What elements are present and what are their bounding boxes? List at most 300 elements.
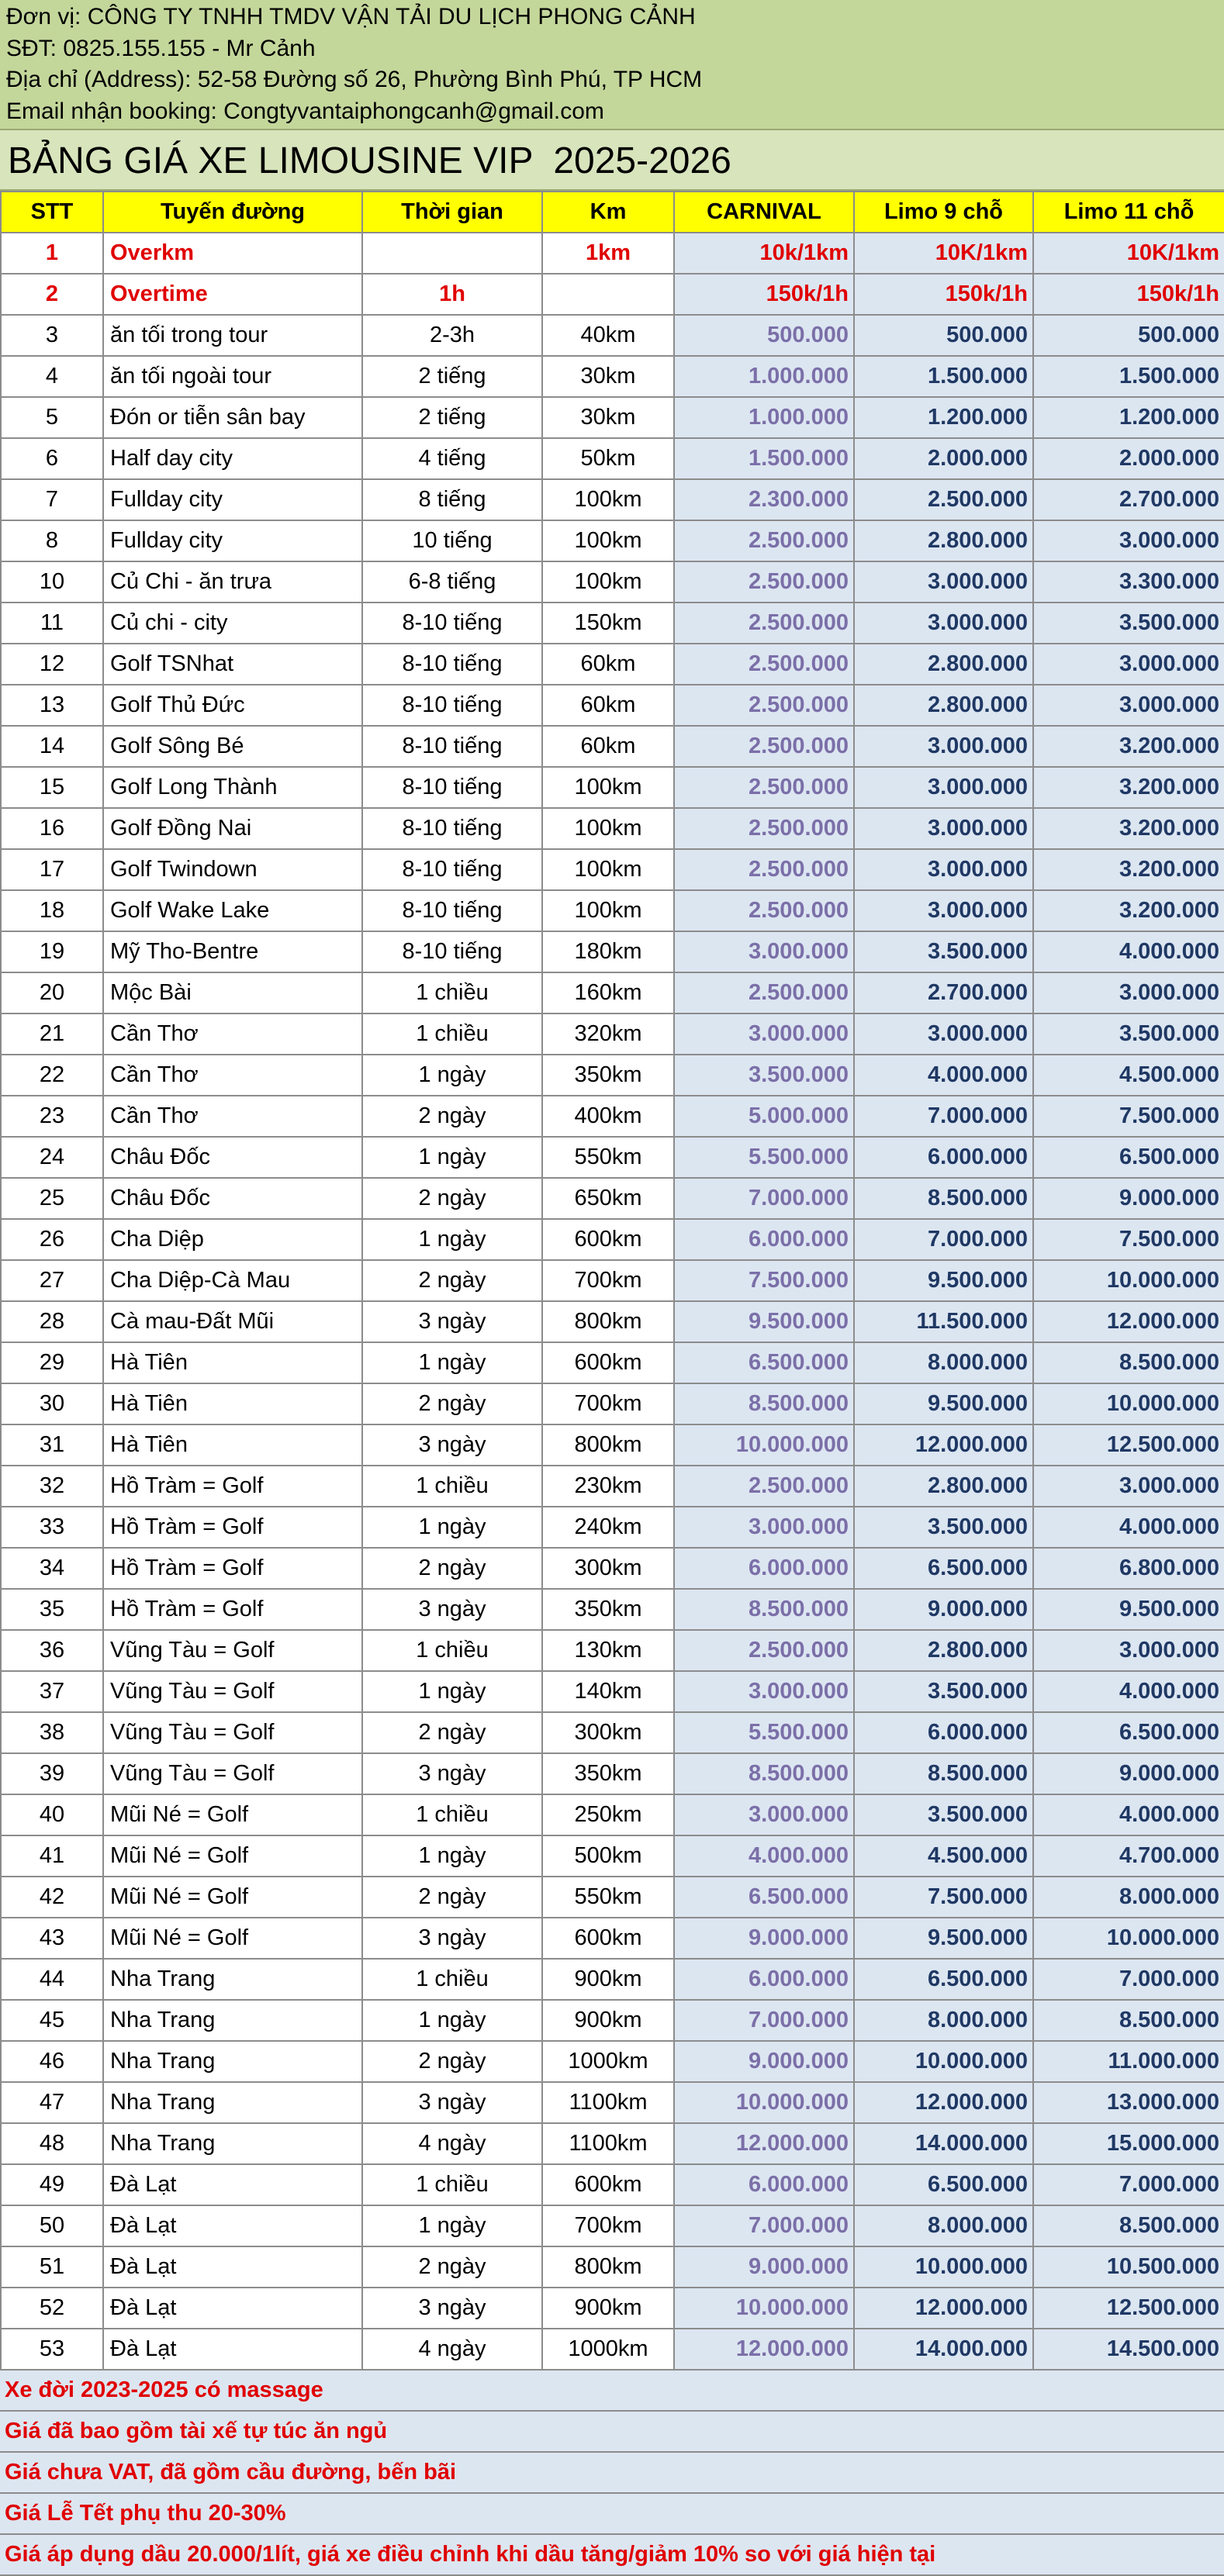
cell-price-limo11: 12.000.000 xyxy=(1033,1301,1224,1342)
cell-km: 100km xyxy=(542,479,674,520)
cell-price-carnival: 10k/1km xyxy=(674,233,854,274)
cell-km: 400km xyxy=(542,1096,674,1137)
cell-time: 4 ngày xyxy=(362,2123,542,2164)
cell-price-limo9: 7.000.000 xyxy=(854,1096,1033,1137)
header-km: Km xyxy=(542,192,674,233)
cell-price-limo9: 12.000.000 xyxy=(854,2288,1033,2329)
cell-price-limo11: 8.500.000 xyxy=(1033,1342,1224,1383)
cell-time: 1 ngày xyxy=(362,1507,542,1548)
cell-route: Đà Lạt xyxy=(103,2329,362,2370)
cell-km: 230km xyxy=(542,1466,674,1507)
cell-route: Hồ Tràm = Golf xyxy=(103,1507,362,1548)
cell-stt: 24 xyxy=(1,1137,103,1178)
cell-route: Nha Trang xyxy=(103,2041,362,2082)
cell-price-limo11: 4.700.000 xyxy=(1033,1835,1224,1877)
table-row xyxy=(1,2205,1224,2246)
cell-stt: 3 xyxy=(1,315,103,356)
cell-price-carnival: 5.500.000 xyxy=(674,1137,854,1178)
note-line: Giá Lễ Tết phụ thu 20-30% xyxy=(0,2494,1224,2535)
cell-time: 2 ngày xyxy=(362,1877,542,1918)
cell-price-carnival: 8.500.000 xyxy=(674,1383,854,1424)
cell-price-limo9: 11.500.000 xyxy=(854,1301,1033,1342)
table-row xyxy=(1,1342,1224,1383)
cell-price-limo9: 2.800.000 xyxy=(854,1630,1033,1671)
cell-time: 2 ngày xyxy=(362,1712,542,1753)
cell-price-limo11: 9.000.000 xyxy=(1033,1178,1224,1219)
cell-price-limo9: 8.000.000 xyxy=(854,2000,1033,2041)
cell-km: 700km xyxy=(542,1383,674,1424)
cell-stt: 5 xyxy=(1,397,103,438)
cell-price-limo9: 1.200.000 xyxy=(854,397,1033,438)
cell-price-carnival: 7.000.000 xyxy=(674,2000,854,2041)
cell-route: Hà Tiên xyxy=(103,1342,362,1383)
cell-price-limo9: 150k/1h xyxy=(854,274,1033,315)
cell-route: Cha Diệp-Cà Mau xyxy=(103,1260,362,1301)
cell-km: 600km xyxy=(542,1219,674,1260)
cell-price-limo9: 3.000.000 xyxy=(854,603,1033,644)
cell-stt: 7 xyxy=(1,479,103,520)
cell-km: 350km xyxy=(542,1589,674,1630)
cell-price-limo9: 7.000.000 xyxy=(854,1219,1033,1260)
cell-stt: 19 xyxy=(1,931,103,972)
cell-stt: 51 xyxy=(1,2246,103,2288)
cell-time: 6-8 tiếng xyxy=(362,561,542,603)
cell-route: Fullday city xyxy=(103,479,362,520)
table-row xyxy=(1,808,1224,849)
page-title: BẢNG GIÁ XE LIMOUSINE VIP 2025-2026 xyxy=(0,129,1224,191)
table-row xyxy=(1,1959,1224,2000)
cell-price-limo11: 10.000.000 xyxy=(1033,1918,1224,1959)
cell-price-limo11: 4.000.000 xyxy=(1033,1794,1224,1835)
cell-price-limo11: 14.500.000 xyxy=(1033,2329,1224,2370)
table-row xyxy=(1,520,1224,561)
table-row xyxy=(1,1671,1224,1712)
company-phone: SĐT: 0825.155.155 - Mr Cảnh xyxy=(6,35,316,61)
cell-route: Golf Sông Bé xyxy=(103,726,362,767)
cell-time: 1 ngày xyxy=(362,1137,542,1178)
cell-stt: 1 xyxy=(1,233,103,274)
cell-stt: 45 xyxy=(1,2000,103,2041)
cell-price-limo9: 7.500.000 xyxy=(854,1877,1033,1918)
cell-route: Half day city xyxy=(103,438,362,479)
cell-route: Cần Thơ xyxy=(103,1055,362,1096)
table-row xyxy=(1,2164,1224,2205)
cell-stt: 39 xyxy=(1,1753,103,1794)
cell-time: 1 ngày xyxy=(362,1835,542,1877)
table-row xyxy=(1,1794,1224,1835)
cell-price-carnival: 10.000.000 xyxy=(674,2288,854,2329)
cell-stt: 25 xyxy=(1,1178,103,1219)
cell-price-limo11: 3.200.000 xyxy=(1033,767,1224,808)
cell-price-limo11: 11.000.000 xyxy=(1033,2041,1224,2082)
cell-price-carnival: 500.000 xyxy=(674,315,854,356)
cell-km: 900km xyxy=(542,2000,674,2041)
cell-price-carnival: 5.500.000 xyxy=(674,1712,854,1753)
cell-price-carnival: 2.500.000 xyxy=(674,849,854,890)
cell-price-limo11: 3.000.000 xyxy=(1033,685,1224,726)
cell-stt: 42 xyxy=(1,1877,103,1918)
cell-route: ăn tối trong tour xyxy=(103,315,362,356)
cell-price-carnival: 6.000.000 xyxy=(674,1219,854,1260)
cell-km: 800km xyxy=(542,1424,674,1466)
cell-route: Vũng Tàu = Golf xyxy=(103,1671,362,1712)
cell-price-limo9: 2.700.000 xyxy=(854,972,1033,1013)
cell-price-limo9: 14.000.000 xyxy=(854,2329,1033,2370)
table-row xyxy=(1,438,1224,479)
cell-stt: 27 xyxy=(1,1260,103,1301)
table-row xyxy=(1,315,1224,356)
cell-route: Mũi Né = Golf xyxy=(103,1877,362,1918)
cell-route: Mũi Né = Golf xyxy=(103,1918,362,1959)
cell-route: Nha Trang xyxy=(103,2082,362,2123)
cell-route: Đà Lạt xyxy=(103,2205,362,2246)
cell-km: 150km xyxy=(542,603,674,644)
cell-stt: 13 xyxy=(1,685,103,726)
cell-route: Golf Đồng Nai xyxy=(103,808,362,849)
cell-stt: 41 xyxy=(1,1835,103,1877)
cell-time: 8-10 tiếng xyxy=(362,603,542,644)
cell-time: 1 chiều xyxy=(362,1630,542,1671)
cell-time: 3 ngày xyxy=(362,2082,542,2123)
cell-stt: 17 xyxy=(1,849,103,890)
cell-km: 1km xyxy=(542,233,674,274)
cell-price-limo9: 9.500.000 xyxy=(854,1918,1033,1959)
cell-stt: 52 xyxy=(1,2288,103,2329)
cell-price-limo11: 7.500.000 xyxy=(1033,1219,1224,1260)
cell-time: 3 ngày xyxy=(362,1918,542,1959)
cell-price-carnival: 2.500.000 xyxy=(674,520,854,561)
cell-price-limo11: 9.500.000 xyxy=(1033,1589,1224,1630)
cell-km: 600km xyxy=(542,1342,674,1383)
cell-stt: 35 xyxy=(1,1589,103,1630)
cell-price-limo11: 3.500.000 xyxy=(1033,603,1224,644)
cell-price-limo11: 1.500.000 xyxy=(1033,356,1224,397)
cell-time: 8-10 tiếng xyxy=(362,767,542,808)
header-stt: STT xyxy=(1,192,103,233)
cell-km: 700km xyxy=(542,1260,674,1301)
cell-stt: 29 xyxy=(1,1342,103,1383)
header-limo11: Limo 11 chỗ xyxy=(1033,192,1224,233)
cell-stt: 34 xyxy=(1,1548,103,1589)
cell-price-limo9: 9.000.000 xyxy=(854,1589,1033,1630)
note-line: Xe đời 2023-2025 có massage xyxy=(0,2371,1224,2412)
cell-route: Cần Thơ xyxy=(103,1096,362,1137)
cell-price-limo9: 6.000.000 xyxy=(854,1712,1033,1753)
table-row xyxy=(1,1013,1224,1055)
cell-time: 3 ngày xyxy=(362,1424,542,1466)
cell-price-limo9: 3.000.000 xyxy=(854,561,1033,603)
cell-price-carnival: 2.500.000 xyxy=(674,603,854,644)
cell-price-limo9: 6.000.000 xyxy=(854,1137,1033,1178)
table-row xyxy=(1,2246,1224,2288)
cell-price-carnival: 7.500.000 xyxy=(674,1260,854,1301)
cell-route: Châu Đốc xyxy=(103,1178,362,1219)
cell-km: 900km xyxy=(542,1959,674,2000)
cell-route: Golf Thủ Đức xyxy=(103,685,362,726)
cell-price-limo11: 4.500.000 xyxy=(1033,1055,1224,1096)
cell-stt: 33 xyxy=(1,1507,103,1548)
cell-stt: 26 xyxy=(1,1219,103,1260)
cell-stt: 48 xyxy=(1,2123,103,2164)
table-row xyxy=(1,1260,1224,1301)
cell-km: 700km xyxy=(542,2205,674,2246)
cell-price-carnival: 6.000.000 xyxy=(674,2164,854,2205)
cell-price-carnival: 3.000.000 xyxy=(674,1507,854,1548)
cell-km: 300km xyxy=(542,1548,674,1589)
cell-price-limo11: 6.500.000 xyxy=(1033,1137,1224,1178)
cell-stt: 49 xyxy=(1,2164,103,2205)
cell-price-limo11: 2.700.000 xyxy=(1033,479,1224,520)
table-row xyxy=(1,1466,1224,1507)
cell-route: Golf Long Thành xyxy=(103,767,362,808)
cell-time: 3 ngày xyxy=(362,1753,542,1794)
cell-price-carnival: 6.000.000 xyxy=(674,1548,854,1589)
cell-time: 2 ngày xyxy=(362,1096,542,1137)
cell-price-limo11: 6.500.000 xyxy=(1033,1712,1224,1753)
cell-route: Vũng Tàu = Golf xyxy=(103,1753,362,1794)
note-line: Giá đã bao gồm tài xế tự túc ăn ngủ xyxy=(0,2412,1224,2453)
cell-price-carnival: 2.500.000 xyxy=(674,726,854,767)
cell-price-limo9: 10.000.000 xyxy=(854,2041,1033,2082)
cell-time: 4 tiếng xyxy=(362,438,542,479)
cell-price-limo11: 3.200.000 xyxy=(1033,726,1224,767)
cell-stt: 15 xyxy=(1,767,103,808)
table-row xyxy=(1,726,1224,767)
cell-price-carnival: 3.000.000 xyxy=(674,1671,854,1712)
cell-price-carnival: 3.000.000 xyxy=(674,931,854,972)
cell-price-limo11: 10K/1km xyxy=(1033,233,1224,274)
note-line: Giá chưa VAT, đã gồm cầu đường, bến bãi xyxy=(0,2453,1224,2494)
cell-route: Mũi Né = Golf xyxy=(103,1794,362,1835)
cell-stt: 53 xyxy=(1,2329,103,2370)
cell-stt: 20 xyxy=(1,972,103,1013)
cell-km: 60km xyxy=(542,685,674,726)
cell-price-limo11: 10.000.000 xyxy=(1033,1260,1224,1301)
notes-section xyxy=(0,2371,1224,2576)
cell-route: Golf TSNhat xyxy=(103,644,362,685)
cell-km: 50km xyxy=(542,438,674,479)
cell-price-limo9: 3.000.000 xyxy=(854,767,1033,808)
cell-time: 2 ngày xyxy=(362,2246,542,2288)
cell-km: 240km xyxy=(542,1507,674,1548)
table-row xyxy=(1,1383,1224,1424)
cell-km: 300km xyxy=(542,1712,674,1753)
table-row xyxy=(1,931,1224,972)
table-row xyxy=(1,1630,1224,1671)
cell-route: Hồ Tràm = Golf xyxy=(103,1548,362,1589)
table-row xyxy=(1,685,1224,726)
cell-price-limo11: 9.000.000 xyxy=(1033,1753,1224,1794)
cell-km: 320km xyxy=(542,1013,674,1055)
cell-km: 1000km xyxy=(542,2329,674,2370)
cell-price-carnival: 9.500.000 xyxy=(674,1301,854,1342)
table-row xyxy=(1,1055,1224,1096)
cell-stt: 50 xyxy=(1,2205,103,2246)
cell-km: 40km xyxy=(542,315,674,356)
cell-price-limo11: 2.000.000 xyxy=(1033,438,1224,479)
table-row xyxy=(1,397,1224,438)
cell-time: 8 tiếng xyxy=(362,479,542,520)
cell-km: 1100km xyxy=(542,2123,674,2164)
cell-price-limo11: 3.300.000 xyxy=(1033,561,1224,603)
cell-price-carnival: 2.300.000 xyxy=(674,479,854,520)
cell-stt: 36 xyxy=(1,1630,103,1671)
header-carnival: CARNIVAL xyxy=(674,192,854,233)
cell-price-limo9: 3.000.000 xyxy=(854,726,1033,767)
cell-price-limo11: 12.500.000 xyxy=(1033,1424,1224,1466)
cell-km: 160km xyxy=(542,972,674,1013)
cell-time: 2 ngày xyxy=(362,1548,542,1589)
cell-stt: 10 xyxy=(1,561,103,603)
cell-price-limo9: 8.000.000 xyxy=(854,2205,1033,2246)
cell-km: 600km xyxy=(542,1918,674,1959)
cell-stt: 40 xyxy=(1,1794,103,1835)
cell-km: 100km xyxy=(542,849,674,890)
cell-price-carnival: 1.000.000 xyxy=(674,356,854,397)
cell-price-limo9: 3.000.000 xyxy=(854,1013,1033,1055)
cell-km: 800km xyxy=(542,2246,674,2288)
cell-price-limo11: 3.500.000 xyxy=(1033,1013,1224,1055)
cell-price-limo11: 8.500.000 xyxy=(1033,2205,1224,2246)
cell-route: Overtime xyxy=(103,274,362,315)
cell-price-limo11: 10.500.000 xyxy=(1033,2246,1224,2288)
cell-km: 100km xyxy=(542,808,674,849)
cell-price-limo9: 3.500.000 xyxy=(854,1794,1033,1835)
cell-time: 1 chiều xyxy=(362,1466,542,1507)
cell-stt: 22 xyxy=(1,1055,103,1096)
table-row xyxy=(1,2041,1224,2082)
cell-price-carnival: 1.500.000 xyxy=(674,438,854,479)
cell-time: 1 chiều xyxy=(362,972,542,1013)
cell-price-limo9: 8.500.000 xyxy=(854,1753,1033,1794)
cell-price-limo9: 6.500.000 xyxy=(854,1959,1033,2000)
cell-stt: 18 xyxy=(1,890,103,931)
cell-price-carnival: 10.000.000 xyxy=(674,2082,854,2123)
cell-route: Vũng Tàu = Golf xyxy=(103,1712,362,1753)
cell-time: 1h xyxy=(362,274,542,315)
table-row xyxy=(1,1589,1224,1630)
cell-km: 1000km xyxy=(542,2041,674,2082)
table-row xyxy=(1,2000,1224,2041)
cell-time: 1 ngày xyxy=(362,2000,542,2041)
cell-price-limo9: 4.500.000 xyxy=(854,1835,1033,1877)
cell-route: Nha Trang xyxy=(103,2123,362,2164)
cell-km: 100km xyxy=(542,520,674,561)
cell-price-limo11: 6.800.000 xyxy=(1033,1548,1224,1589)
cell-route: Fullday city xyxy=(103,520,362,561)
cell-time: 8-10 tiếng xyxy=(362,808,542,849)
cell-price-carnival: 7.000.000 xyxy=(674,2205,854,2246)
cell-time: 3 ngày xyxy=(362,1301,542,1342)
cell-price-carnival: 2.500.000 xyxy=(674,890,854,931)
cell-time: 1 chiều xyxy=(362,1794,542,1835)
cell-km xyxy=(542,274,674,315)
cell-price-limo9: 2.500.000 xyxy=(854,479,1033,520)
table-row xyxy=(1,1918,1224,1959)
cell-price-carnival: 6.000.000 xyxy=(674,1959,854,2000)
cell-price-limo9: 500.000 xyxy=(854,315,1033,356)
table-header-row xyxy=(1,192,1224,233)
cell-price-limo9: 2.800.000 xyxy=(854,685,1033,726)
company-address: Địa chỉ (Address): 52-58 Đường số 26, Phường Bình Phú, TP HCM xyxy=(6,67,703,92)
cell-price-limo9: 9.500.000 xyxy=(854,1383,1033,1424)
cell-price-limo11: 3.000.000 xyxy=(1033,972,1224,1013)
cell-km: 100km xyxy=(542,561,674,603)
cell-km: 500km xyxy=(542,1835,674,1877)
cell-route: Hà Tiên xyxy=(103,1424,362,1466)
cell-price-carnival: 1.000.000 xyxy=(674,397,854,438)
cell-stt: 16 xyxy=(1,808,103,849)
company-email: Email nhận booking: Congtyvantaiphongcanh@gmail.com xyxy=(6,98,604,124)
cell-stt: 47 xyxy=(1,2082,103,2123)
cell-route: Mỹ Tho-Bentre xyxy=(103,931,362,972)
table-row xyxy=(1,1137,1224,1178)
cell-price-limo11: 3.000.000 xyxy=(1033,1630,1224,1671)
cell-route: Hồ Tràm = Golf xyxy=(103,1589,362,1630)
header-route: Tuyến đường xyxy=(103,192,362,233)
table-row xyxy=(1,2329,1224,2370)
cell-stt: 38 xyxy=(1,1712,103,1753)
cell-stt: 43 xyxy=(1,1918,103,1959)
cell-route: Hà Tiên xyxy=(103,1383,362,1424)
cell-time: 1 chiều xyxy=(362,1959,542,2000)
cell-time: 8-10 tiếng xyxy=(362,685,542,726)
table-row xyxy=(1,2123,1224,2164)
cell-route: Cà mau-Đất Mũi xyxy=(103,1301,362,1342)
cell-time: 8-10 tiếng xyxy=(362,890,542,931)
cell-stt: 6 xyxy=(1,438,103,479)
cell-stt: 31 xyxy=(1,1424,103,1466)
cell-route: Cha Diệp xyxy=(103,1219,362,1260)
cell-time: 2 tiếng xyxy=(362,397,542,438)
cell-time: 2-3h xyxy=(362,315,542,356)
cell-time: 8-10 tiếng xyxy=(362,931,542,972)
cell-price-limo11: 12.500.000 xyxy=(1033,2288,1224,2329)
cell-stt: 21 xyxy=(1,1013,103,1055)
cell-route: Củ Chi - ăn trưa xyxy=(103,561,362,603)
cell-time: 2 tiếng xyxy=(362,356,542,397)
cell-km: 140km xyxy=(542,1671,674,1712)
table-row xyxy=(1,972,1224,1013)
cell-stt: 44 xyxy=(1,1959,103,2000)
table-row xyxy=(1,1835,1224,1877)
cell-km: 1100km xyxy=(542,2082,674,2123)
cell-price-limo9: 3.500.000 xyxy=(854,1671,1033,1712)
cell-time: 3 ngày xyxy=(362,2288,542,2329)
cell-price-limo9: 9.500.000 xyxy=(854,1260,1033,1301)
cell-km: 600km xyxy=(542,2164,674,2205)
cell-price-carnival: 12.000.000 xyxy=(674,2123,854,2164)
cell-stt: 37 xyxy=(1,1671,103,1712)
table-row xyxy=(1,1219,1224,1260)
cell-price-limo11: 3.000.000 xyxy=(1033,1466,1224,1507)
cell-route: Đà Lạt xyxy=(103,2246,362,2288)
cell-stt: 28 xyxy=(1,1301,103,1342)
cell-price-limo11: 3.000.000 xyxy=(1033,644,1224,685)
cell-price-carnival: 8.500.000 xyxy=(674,1753,854,1794)
cell-price-limo11: 8.500.000 xyxy=(1033,2000,1224,2041)
cell-km: 130km xyxy=(542,1630,674,1671)
cell-km: 250km xyxy=(542,1794,674,1835)
cell-stt: 4 xyxy=(1,356,103,397)
header-limo9: Limo 9 chỗ xyxy=(854,192,1033,233)
cell-route: Mộc Bài xyxy=(103,972,362,1013)
cell-price-limo11: 7.000.000 xyxy=(1033,2164,1224,2205)
cell-time: 8-10 tiếng xyxy=(362,849,542,890)
cell-stt: 11 xyxy=(1,603,103,644)
table-row xyxy=(1,603,1224,644)
table-row xyxy=(1,356,1224,397)
